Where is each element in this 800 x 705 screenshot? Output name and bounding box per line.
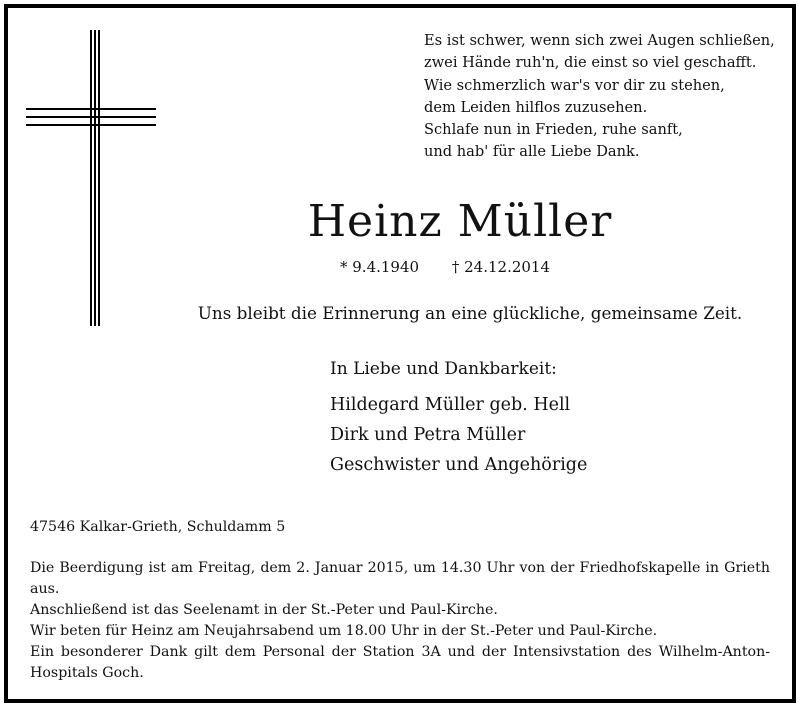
family-block	[330, 354, 587, 480]
birth-date: * 9.4.1940	[340, 258, 420, 276]
thanks-line: Ein besonderer Dank gilt dem Personal der Station 3A und der Intensivstation des Wilhelm-Anton-	[30, 644, 770, 660]
funeral-line: Die Beerdigung ist am Freitag, dem 2. Januar 2015, um 14.30 Uhr von der Friedhofskapelle in Grieth aus.	[30, 560, 770, 597]
poem-line: Schlafe nun in Frieden, ruhe sanft,	[424, 121, 683, 139]
deceased-name: Heinz Müller	[307, 196, 613, 247]
poem-line: Wie schmerzlich war's vor dir zu stehen,	[424, 76, 725, 94]
family-intro: In Liebe und Dankbarkeit:	[330, 359, 557, 379]
death-date: † 24.12.2014	[451, 258, 551, 276]
family-member: Dirk und Petra Müller	[330, 425, 526, 445]
memory-line: Uns bleibt die Erinnerung an eine glückliche, gemeinsame Zeit.	[197, 303, 743, 323]
family-member: Hildegard Müller geb. Hell	[330, 395, 571, 415]
thanks-line: Hospitals Goch.	[30, 665, 144, 681]
cross-icon	[26, 30, 156, 326]
address: 47546 Kalkar-Grieth, Schuldamm 5	[30, 519, 286, 535]
poem-line: zwei Hände ruh'n, die einst so viel geschafft.	[424, 54, 757, 72]
life-dates	[340, 256, 550, 278]
poem-line: und hab' für alle Liebe Dank.	[424, 143, 640, 161]
poem-line: dem Leiden hilflos zuzusehen.	[424, 98, 648, 116]
thanks-note	[30, 642, 770, 684]
family-member: Geschwister und Angehörige	[330, 455, 588, 475]
poem	[424, 30, 774, 164]
funeral-line: Wir beten für Heinz am Neujahrsabend um 18.00 Uhr in der St.-Peter und Paul-Kirche.	[30, 623, 658, 639]
poem-line: Es ist schwer, wenn sich zwei Augen schließen,	[424, 32, 775, 49]
funeral-line: Anschließend ist das Seelenamt in der St.-Peter und Paul-Kirche.	[30, 602, 498, 618]
funeral-info	[30, 558, 770, 642]
